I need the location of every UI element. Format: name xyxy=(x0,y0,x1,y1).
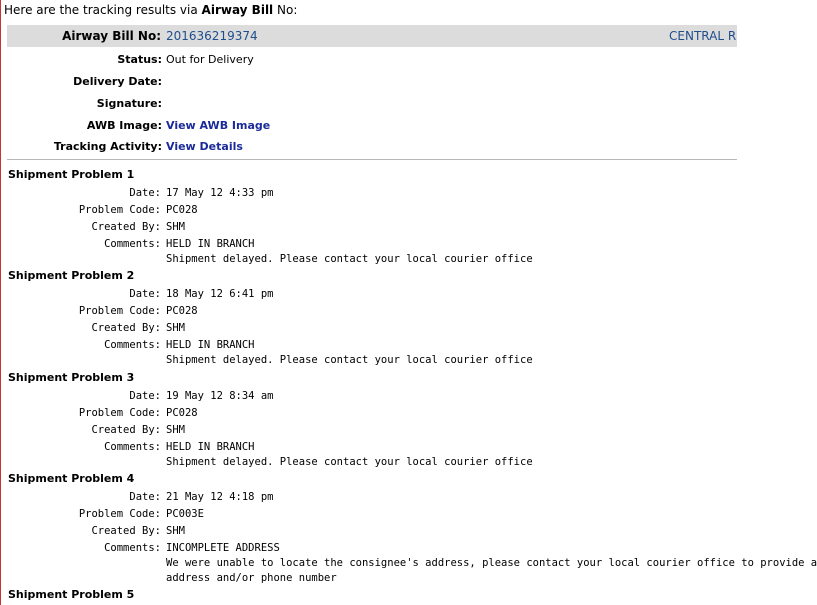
comment-line-1: HELD IN BRANCH xyxy=(166,238,255,250)
date-value: 21 May 12 4:18 pm xyxy=(166,491,274,503)
status-value: Out for Delivery xyxy=(166,53,254,66)
shipment-problem-title: Shipment Problem 1 xyxy=(8,168,135,181)
view-details-link[interactable]: View Details xyxy=(166,140,243,153)
comment-line-1: INCOMPLETE ADDRESS xyxy=(166,542,280,554)
problem-code-label: Problem Code: xyxy=(78,204,161,216)
delivery-date-row xyxy=(0,75,737,93)
created-by-label: Created By: xyxy=(91,525,161,537)
problem-code-label: Problem Code: xyxy=(78,508,161,520)
section-divider xyxy=(7,159,737,160)
intro-text xyxy=(4,3,297,17)
problem-code-value: PC003E xyxy=(166,508,204,520)
created-by-value: SHM xyxy=(166,424,185,436)
comment-line-2: Shipment delayed. Please contact your local courier office xyxy=(166,456,533,468)
created-by-value: SHM xyxy=(166,221,185,233)
comments-label: Comments: xyxy=(104,441,161,453)
awb-label: Airway Bill No: xyxy=(62,29,161,43)
problem-code-value: PC028 xyxy=(166,305,198,317)
awb-header-bar xyxy=(7,25,737,47)
signature-label: Signature: xyxy=(96,97,162,110)
comment-line-3: address and/or phone number xyxy=(166,572,337,584)
shipment-problem-title: Shipment Problem 2 xyxy=(8,269,135,282)
view-awb-image-link[interactable]: View AWB Image xyxy=(166,119,271,132)
problem-code-value: PC028 xyxy=(166,204,198,216)
awb-image-label: AWB Image: xyxy=(86,119,162,132)
date-value: 17 May 12 4:33 pm xyxy=(166,187,274,199)
intro-bold: Airway Bill xyxy=(201,3,274,17)
comments-label: Comments: xyxy=(104,542,161,554)
date-label: Date: xyxy=(129,288,161,300)
date-label: Date: xyxy=(129,390,161,402)
date-label: Date: xyxy=(129,187,161,199)
comment-line-2: We were unable to locate the consignee's address, please contact your local courier office to provide a xyxy=(166,557,817,569)
signature-row xyxy=(0,97,737,115)
tracking-activity-label: Tracking Activity: xyxy=(53,140,162,153)
date-value: 18 May 12 6:41 pm xyxy=(166,288,274,300)
created-by-value: SHM xyxy=(166,322,185,334)
comment-line-1: HELD IN BRANCH xyxy=(166,441,255,453)
created-by-value: SHM xyxy=(166,525,185,537)
intro-suffix: No: xyxy=(277,3,298,17)
awb-image-row xyxy=(0,119,737,137)
status-label: Status: xyxy=(117,53,162,66)
shipment-problem-title: Shipment Problem 3 xyxy=(8,371,135,384)
problem-code-value: PC028 xyxy=(166,407,198,419)
comment-line-2: Shipment delayed. Please contact your local courier office xyxy=(166,253,533,265)
awb-number: 201636219374 xyxy=(166,29,258,43)
shipment-problem-title: Shipment Problem 4 xyxy=(8,472,135,485)
comments-label: Comments: xyxy=(104,339,161,351)
comment-line-2: Shipment delayed. Please contact your local courier office xyxy=(166,354,533,366)
comment-line-1: HELD IN BRANCH xyxy=(166,339,255,351)
created-by-label: Created By: xyxy=(91,322,161,334)
created-by-label: Created By: xyxy=(91,221,161,233)
delivery-date-label: Delivery Date: xyxy=(73,75,162,88)
shipment-problem-title: Shipment Problem 5 xyxy=(8,588,135,601)
awb-destination: CENTRAL R xyxy=(669,29,737,43)
tracking-activity-row xyxy=(0,140,737,158)
date-value: 19 May 12 8:34 am xyxy=(166,390,274,402)
comments-label: Comments: xyxy=(104,238,161,250)
problem-code-label: Problem Code: xyxy=(78,407,161,419)
date-label: Date: xyxy=(129,491,161,503)
status-row xyxy=(0,53,737,71)
problem-code-label: Problem Code: xyxy=(78,305,161,317)
intro-prefix: Here are the tracking results via xyxy=(4,3,198,17)
created-by-label: Created By: xyxy=(91,424,161,436)
